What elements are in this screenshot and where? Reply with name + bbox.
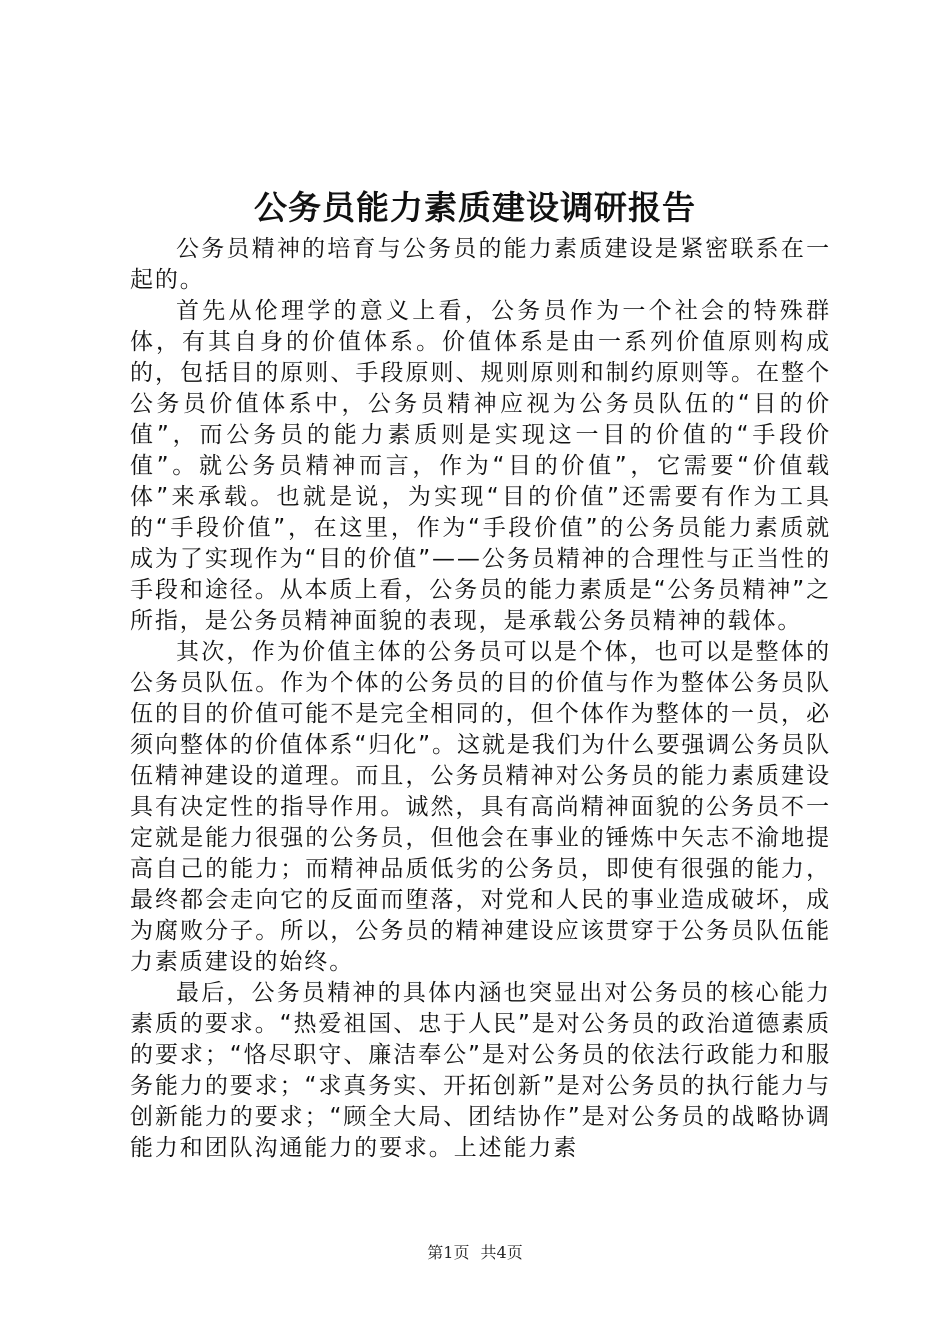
page-footer	[0, 1241, 950, 1265]
paragraph: 其次，作为价值主体的公务员可以是个体，也可以是整体的公务员队伍。作为个体的公务员的目的价值与作为整体公务员队伍的目的价值可能不是完全相同的，但个体作为整体的一员，必须向整体的价值体系“归化”。这就是我们为什么要强调公务员队伍精神建设的道理。而且，公务员精神对公务员的能力素质建设具有决定性的指导作用。诚然，具有高尚精神面貌的公务员不一定就是能力很强的公务员，但他会在事业的锤炼中矢志不渝地提高自己的能力；而精神品质低劣的公务员，即使有很强的能力，最终都会走向它的反面而堕落，对党和人民的事业造成破坏，成为腐败分子。所以，公务员的精神建设应该贯穿于公务员队伍能力素质建设的始终。	[130, 639, 831, 975]
page-number-current: 第1页	[427, 1243, 470, 1262]
document-body	[130, 234, 831, 1164]
paragraph: 最后，公务员精神的具体内涵也突显出对公务员的核心能力素质的要求。“热爱祖国、忠于人民”是对公务员的政治道德素质的要求；“恪尽职守、廉洁奉公”是对公务员的依法行政能力和服务能力的要求；“求真务实、开拓创新”是对公务员的执行能力与创新能力的要求；“顾全大局、团结协作”是对公务员的战略协调能力和团队沟通能力的要求。上述能力素	[130, 980, 831, 1161]
page-number-total: 共4页	[480, 1243, 523, 1262]
paragraph: 公务员精神的培育与公务员的能力素质建设是紧密联系在一起的。	[130, 236, 831, 293]
paragraph: 首先从伦理学的意义上看，公务员作为一个社会的特殊群体，有其自身的价值体系。价值体系是由一系列价值原则构成的，包括目的原则、手段原则、规则原则和制约原则等。在整个公务员价值体系中，公务员精神应视为公务员队伍的“目的价值”，而公务员的能力素质则是实现这一目的价值的“手段价值”。就公务员精神而言，作为“目的价值”，它需要“价值载体”来承载。也就是说，为实现“目的价值”还需要有作为工具的“手段价值”，在这里，作为“手段价值”的公务员能力素质就成为了实现作为“目的价值”——公务员精神的合理性与正当性的手段和途径。从本质上看，公务员的能力素质是“公务员精神”之所指，是公务员精神面貌的表现，是承载公务员精神的载体。	[130, 298, 831, 634]
document-title: 公务员能力素质建设调研报告	[254, 188, 696, 227]
